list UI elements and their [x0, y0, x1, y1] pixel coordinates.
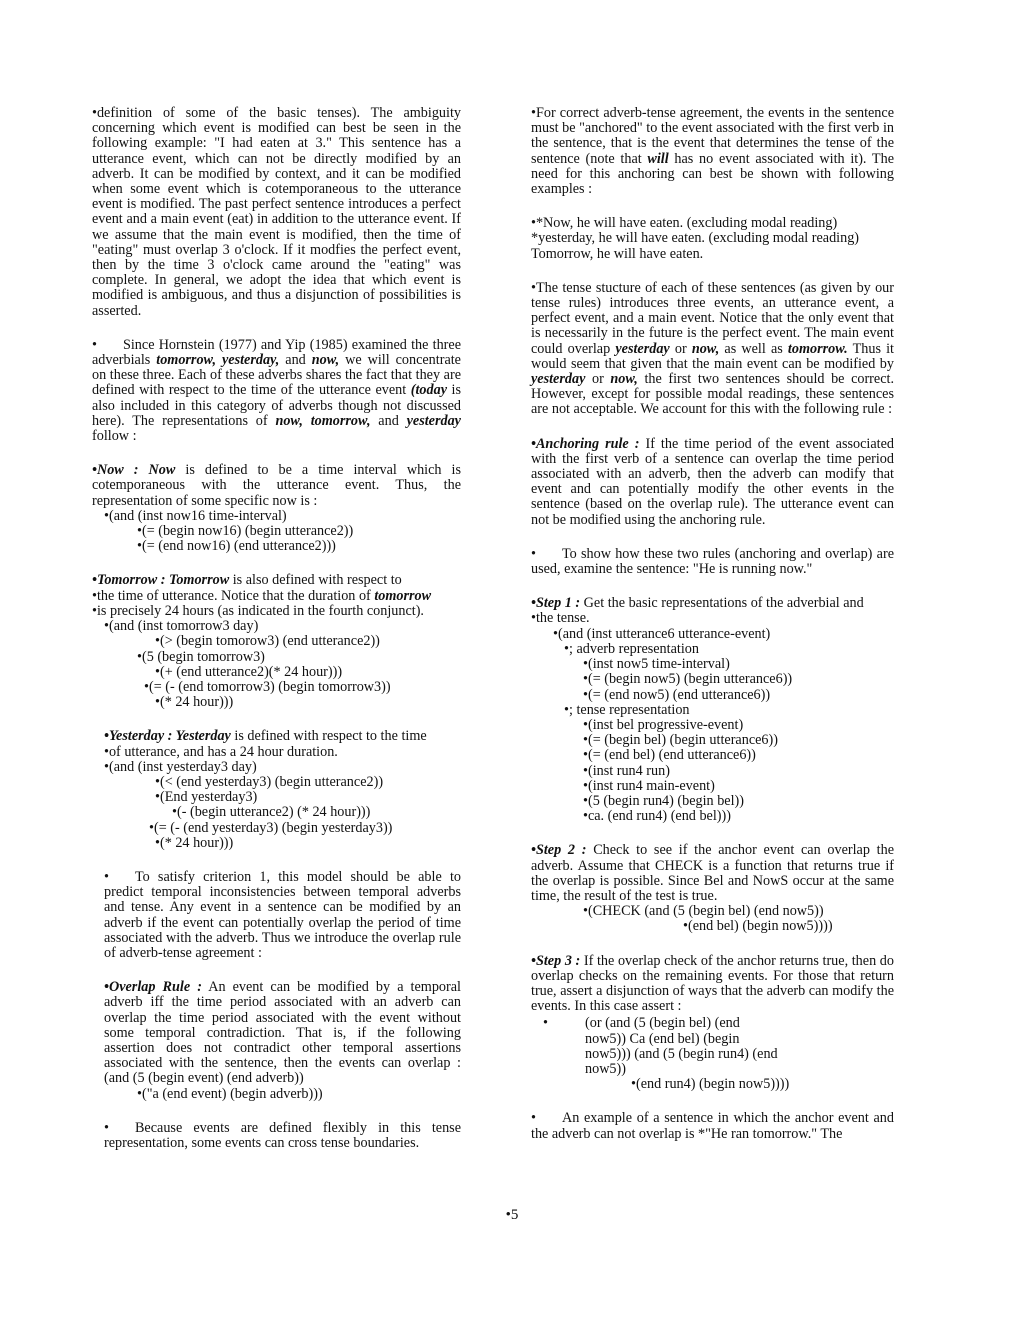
- text-run: If the time period of the event associated with the first verb of a sentence can overlap the time period associated with an adverb, then the adverb can modify that event and can potentially modify the other events in the sentence (based on the overlap rule). The utterance event can not be modified using the anchoring rule.: [531, 435, 894, 528]
- code-line: •(inst run4 run): [583, 762, 670, 779]
- anchoring-heading: •Anchoring rule :: [531, 435, 640, 452]
- yesterday-text-line: [92, 729, 461, 744]
- text-run: and: [370, 412, 407, 429]
- emphasis: (today: [410, 382, 447, 399]
- text-run: or: [669, 340, 692, 357]
- bullet: •: [92, 336, 97, 353]
- text-run: To show how these two rules (anchoring and overlap) are used, examine the sentence: "He is running now.": [531, 545, 894, 578]
- code-line: •(* 24 hour))): [155, 834, 234, 851]
- code-line: •(= (- (end tomorrow3) (begin tomorrow3)): [144, 678, 391, 695]
- code-line: [531, 1016, 894, 1031]
- yesterday-definition: [92, 729, 461, 851]
- now-definition: [92, 463, 461, 554]
- left-column: [92, 106, 461, 1170]
- text-run: Since Hornstein (1977) and Yip (1985) examined the three adverbials: [92, 336, 461, 369]
- text-run: Thus it would seem that given that the main event can be modified by: [531, 340, 894, 372]
- text-run: as well as: [719, 340, 788, 357]
- code-line: •("a (end event) (begin adverb))): [137, 1085, 323, 1102]
- bullet: •: [104, 1119, 109, 1136]
- code-line: now5))) (and (5 (begin run4) (end: [585, 1045, 778, 1062]
- step-1-text-line: •the tense.: [531, 610, 590, 627]
- code-line: •(= (- (end yesterday3) (begin yesterday3)): [149, 819, 393, 836]
- step-1-text-line: [531, 596, 894, 611]
- step-3-heading: •Step 3 :: [531, 952, 581, 969]
- tomorrow-text-line: •is precisely 24 hours (as indicated in the fourth conjunct).: [92, 602, 424, 619]
- paragraph-events-flexible: [92, 1121, 461, 1151]
- step-1-heading: •Step 1 :: [531, 595, 581, 612]
- code-line: •(< (end yesterday3) (begin utterance2)): [155, 773, 384, 790]
- text-run: •The tense stucture of each of these sentences (as given by our tense rules) introduces three events, an utterance event, a perfect event, and a main event. Notice that the only event that is necessarily in the future is the perfect event. The main event could overlap: [531, 279, 894, 357]
- code-line: •(* 24 hour))): [155, 694, 234, 711]
- code-line: •(and (inst now16 time-interval): [104, 507, 287, 524]
- text-run: Get the basic representations of the adverbial and: [580, 595, 864, 612]
- now-heading: •Now : Now: [92, 462, 176, 479]
- step-3-text: [531, 954, 894, 1015]
- tomorrow-heading: •Tomorrow : Tomorrow: [92, 572, 230, 589]
- text-run: An event can be modified by a temporal adverb iff the time period associated with an adverb can overlap the time period associated with the event without some temporal contradiction. That is, if the following assertion does not contradict other temporal assertions associated with the sentence, then the events can overlap : (and (5 (begin event) (end adverb)): [104, 979, 461, 1087]
- tomorrow-text-line: [92, 573, 461, 588]
- code-line: •; tense representation: [564, 701, 690, 718]
- code-line: •(5 (begin tomorrow3): [137, 648, 265, 665]
- yesterday-text-line: •of utterance, and has a 24 hour duration.: [104, 743, 338, 760]
- code-line: •(and (inst tomorrow3 day): [104, 618, 259, 635]
- text-run: is defined with respect to the time: [230, 728, 427, 745]
- text-run: •For correct adverb-tense agreement, the events in the sentence must be "anchored" to the event associated with the first verb in the sentence, that is the event that determines the tense of the sentence (note that: [531, 105, 894, 167]
- page-number: •5: [505, 1207, 519, 1223]
- code-line: •(CHECK (and (5 (begin bel) (end now5)): [583, 903, 824, 920]
- code-line: •(inst bel progressive-event): [583, 716, 744, 733]
- text-run: •the time of utterance. Notice that the duration of: [92, 587, 375, 604]
- text-run: is also included in this category of adverbs though not discussed here). The representations of: [92, 382, 461, 429]
- code-line: •ca. (end run4) (end bel))): [583, 808, 731, 825]
- paragraph-adverbials: [92, 338, 461, 444]
- right-column: [531, 106, 894, 1161]
- overlap-rule: [92, 980, 461, 1102]
- code-line: •(and (inst yesterday3 day): [104, 758, 257, 775]
- emphasis: now,: [311, 352, 340, 369]
- code-line: •(= (end bel) (end utterance6)): [583, 747, 756, 764]
- paragraph-tense-structure: [531, 281, 894, 418]
- step-2-text: [531, 843, 894, 904]
- code-line: •(end bel) (begin now5)))): [683, 918, 833, 935]
- code-line: •(+ (end utterance2)(* 24 hour))): [155, 663, 343, 680]
- anchoring-rule: [531, 437, 894, 528]
- text-run: follow :: [92, 428, 137, 445]
- text-run: the first two sentences should be correct. However, except for possible modal readings, these sentences are not acceptable. We account for this with the following rule :: [531, 371, 894, 418]
- paragraph-show-rules: [531, 547, 894, 577]
- emphasis: yesterday: [406, 412, 461, 429]
- code-line: now5)): [585, 1060, 626, 1077]
- code-line: •(= (begin bel) (begin utterance6)): [583, 732, 778, 749]
- emphasis: tomorrow: [374, 587, 432, 604]
- text-run: If the overlap check of the anchor returns true, then do overlap checks on the remaining events. For those that return true, assert a disjunction of ways that the adverb can modify the events. In this case assert :: [531, 952, 894, 1015]
- yesterday-heading: •Yesterday : Yesterday: [104, 728, 231, 745]
- code-line: •(- (begin utterance2) (* 24 hour))): [172, 804, 371, 821]
- now-text: [92, 463, 461, 509]
- code-line: now5)) Ca (end bel) (begin: [585, 1030, 740, 1047]
- text-run: is defined to be a time interval which is cotemporaneous with the utterance event. Thus, the representation of some specific now is :: [92, 462, 462, 509]
- bullet: •: [531, 1110, 536, 1127]
- code-line: •(inst now5 time-interval): [583, 656, 730, 673]
- text-run: we will concentrate on these three. Each of these adverbs shares the fact that they are defined with respect to the time of the utterance event: [92, 352, 461, 399]
- code-line: •(end run4) (begin now5)))): [631, 1076, 790, 1093]
- code-line: •(= (end now16) (end utterance2))): [137, 538, 336, 555]
- step-2: [531, 843, 894, 934]
- text-run: An example of a sentence in which the anchor event and the adverb can not overlap is *"He ran tomorrow." The: [531, 1110, 894, 1142]
- paragraph-example-sentence: [531, 1111, 894, 1141]
- text-run: (or (and (5 (begin bel) (end: [585, 1015, 740, 1032]
- code-line: •(= (end now5) (end utterance6)): [583, 686, 771, 703]
- code-line: •(= (begin now5) (begin utterance6)): [583, 671, 793, 688]
- overlap-heading: •Overlap Rule :: [104, 979, 202, 996]
- code-line: •; adverb representation: [564, 640, 699, 657]
- paragraph-criterion: [92, 870, 461, 961]
- text-run: To satisfy criterion 1, this model should be able to predict temporal inconsistencies between temporal adverbs and tense. Any event in a sentence can be modified by an adverb if the event can potentially overlap the period of time associated with the adverb. Thus we introduce the overlap rule of adverb-tense agreement :: [104, 868, 461, 961]
- paragraph-ambiguity: •definition of some of the basic tenses). The ambiguity concerning which event is modified can best be seen in the following example: "I had eaten at 3." This sentence has a utterance event, which can not be directly modified by an adverb. It can be modified by context, and it can be modified when some event which is cotemporaneous to the utterance event is modified. The past perfect sentence introduces a perfect event and a main event (eat) in addition to the utterance event. If we assume that the main event is modified, then the time of "eating" must overlap 3 o'clock. If it modfies the perfect event, then by the time 3 o'clock came around the "eating" was complete. In general, we adopt the idea that which event is modified is ambiguous, and thus a disjunction of possibilities is asserted.: [92, 105, 461, 319]
- emphasis: yesterday: [615, 340, 670, 357]
- code-line: •(> (begin tomorow3) (end utterance2)): [155, 633, 380, 650]
- emphasis: yesterday: [531, 371, 586, 388]
- paragraph-examples: •*Now, he will have eaten. (excluding modal reading) *yesterday, he will have eaten. (excluding modal reading) Tomorrow, he will have eaten.: [531, 215, 860, 262]
- text-run: is also defined with respect to: [229, 572, 402, 589]
- tomorrow-text-line: [92, 589, 461, 604]
- code-line: •(and (inst utterance6 utterance-event): [553, 625, 771, 642]
- code-line: •(5 (begin run4) (begin bel)): [583, 792, 744, 809]
- step-1: [531, 596, 894, 824]
- emphasis: tomorrow, yesterday,: [156, 352, 280, 369]
- text-run: and: [279, 352, 312, 369]
- code-line: •(inst run4 main-event): [583, 777, 715, 794]
- text-run: or: [585, 371, 611, 388]
- bullet: •: [104, 868, 109, 885]
- emphasis: will: [647, 150, 669, 167]
- bullet: •: [543, 1015, 548, 1032]
- text-run: Because events are defined flexibly in this tense representation, some events can cross tense boundaries.: [104, 1119, 461, 1151]
- tomorrow-definition: [92, 573, 461, 710]
- emphasis: now,: [691, 340, 720, 357]
- step-2-heading: •Step 2 :: [531, 842, 587, 859]
- code-line: •(End yesterday3): [155, 789, 258, 806]
- overlap-text: [104, 980, 461, 1086]
- step-3: [531, 954, 894, 1093]
- bullet: •: [531, 545, 536, 562]
- emphasis: now, tomorrow,: [275, 412, 371, 429]
- text-run: has no event associated with it). The need for this anchoring can best be shown with following examples :: [531, 150, 894, 198]
- paragraph-anchored: [531, 106, 894, 197]
- text-run: Check to see if the anchor event can overlap the adverb. Assume that CHECK is a function that returns true if the overlap is possible. Since Bel and NowS occur at the same time, the result of the test is true.: [531, 842, 895, 904]
- emphasis: now,: [610, 371, 638, 388]
- code-line: •(= (begin now16) (begin utterance2)): [137, 523, 354, 540]
- emphasis: tomorrow.: [787, 340, 848, 357]
